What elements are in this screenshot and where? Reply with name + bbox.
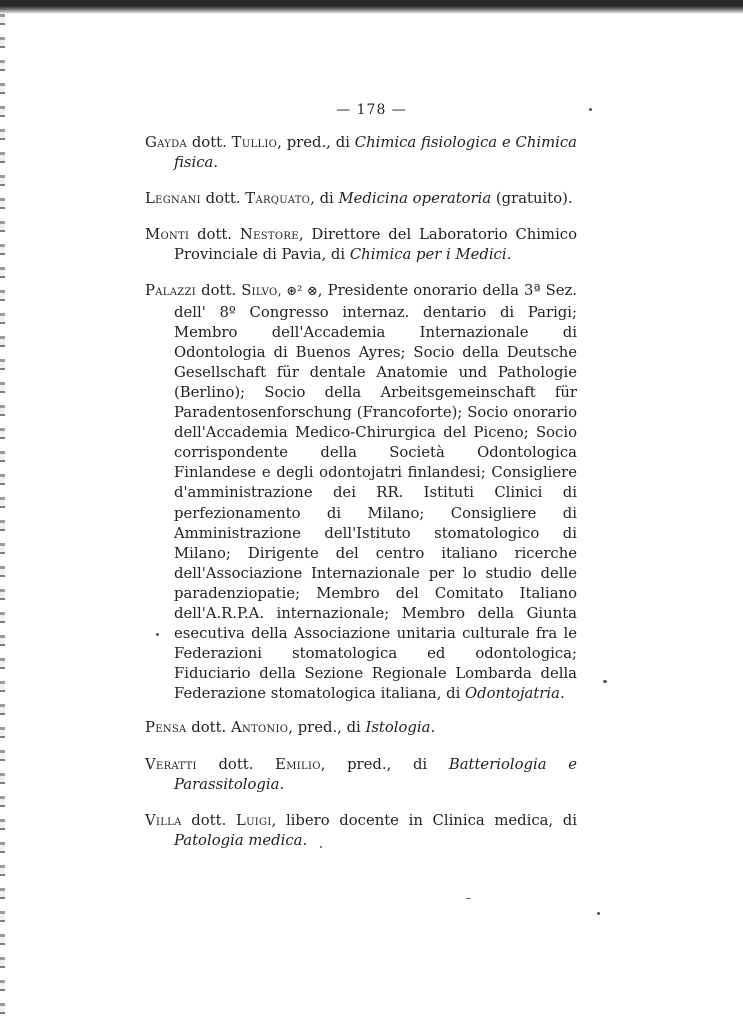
entry-surname: Legnani xyxy=(145,190,201,208)
scan-left-edge xyxy=(0,14,5,1024)
page-number: — 178 — xyxy=(336,102,407,118)
entry-given-name: Tarquato xyxy=(245,190,311,208)
entry-villa xyxy=(145,811,577,851)
entry-surname: Pensa xyxy=(145,719,187,737)
entry-title: dott. xyxy=(200,190,246,208)
entry-subject: Istologia xyxy=(365,719,431,737)
entry-end: (gratuito). xyxy=(491,190,573,208)
entry-given-name: Nestore xyxy=(239,226,299,244)
entry-given-name: Luigi xyxy=(235,811,272,829)
entry-title: dott. xyxy=(189,226,240,244)
entry-monti xyxy=(145,225,577,265)
entry-surname: Palazzi xyxy=(145,282,196,300)
entry-surname: Gayda xyxy=(145,134,187,151)
entry-surname: Monti xyxy=(145,226,190,244)
entry-end: . xyxy=(213,154,219,172)
entry-description: , pred., di xyxy=(320,755,449,773)
entry-title: dott. xyxy=(186,719,231,737)
entry-description: , Presidente onorario della 3ª Sez. dell' 8º Congresso internaz. dentario di Parigi; Membro dell'Accademia Internazionale di Odontologia di Buenos Ayres; Socio della Deutsche Gesellschaft für dentale Anatomie und Pathologie (Berlino); Socio della Arbeitsgemeinschaft für Paradentosenforschung (Francoforte); Socio onorario dell'Accademia Medico-Chirurgica del Piceno; Socio corrispondente della Società Odontologica Finlandese e degli odontojatri finlandesi; Consigliere d'amministrazione dei RR. Istituti Clinici di perfezionamento di Milano; Consigliere di Amministrazione dell'Istituto stomatologico di Milano; Dirigente del centro italiano ricerche dell'Associazione Internazionale per lo studio delle paradenziopatie; Membro del Comitato Italiano dell'A.R.P.A. internazionale; Membro della Giunta esecutiva della Associazione unitaria culturale fra le Federazioni stomatologica ed odontologica; Fiduciario della Sezione Regionale Lombarda della Federazione stomatologica italiana, di xyxy=(174,282,577,703)
entry-title: dott. xyxy=(186,134,232,151)
scan-speck xyxy=(156,633,159,636)
scan-speck xyxy=(466,898,471,899)
entry-end: . xyxy=(302,831,308,849)
entry-title: dott. xyxy=(196,282,242,300)
scan-top-border xyxy=(0,0,743,14)
entry-end: . xyxy=(279,775,285,793)
entry-end: . xyxy=(430,719,436,737)
entry-legnani xyxy=(145,189,577,209)
entry-subject: Medicina operatoria xyxy=(338,190,492,208)
entry-description: , Direttore del Laboratorio Chimico Provinciale di Pavia, di xyxy=(174,226,577,264)
entry-given-name: Tullio xyxy=(231,134,278,151)
scan-speck xyxy=(589,108,592,111)
entry-subject: Patologia medica xyxy=(174,831,303,849)
entry-pensa xyxy=(145,718,577,738)
entry-title: dott. xyxy=(181,811,236,829)
entry-description: , di xyxy=(310,190,339,208)
faculty-list xyxy=(145,133,577,867)
entry-end: . xyxy=(506,246,512,264)
entry-subject: Batteriologia e Parassitologia xyxy=(174,755,578,793)
entry-title: dott. xyxy=(196,755,276,773)
entry-description: , pred., di xyxy=(288,719,366,737)
entry-end: . xyxy=(559,685,565,703)
scan-speck xyxy=(597,912,600,915)
entry-description: , libero docente in Clinica medica, di xyxy=(271,811,577,829)
honor-symbols: , ⊛² ⊗ xyxy=(277,284,318,300)
entry-subject: Odontojatria xyxy=(465,685,560,703)
entry-description: , pred., di xyxy=(277,134,355,151)
scan-speck xyxy=(320,846,322,848)
entry-given-name: Antonio xyxy=(230,719,289,737)
entry-subject: Chimica per i Medici xyxy=(349,246,507,264)
entry-veratti xyxy=(145,755,577,795)
scan-speck xyxy=(603,680,607,683)
entry-given-name: Silvo xyxy=(241,282,278,300)
entry-palazzi xyxy=(145,281,577,704)
entry-given-name: Emilio xyxy=(275,755,321,773)
entry-gayda xyxy=(145,133,577,173)
entry-surname: Veratti xyxy=(145,755,197,773)
entry-subject: Chimica fisiologica e Chimica fisica xyxy=(174,134,577,172)
entry-surname: Villa xyxy=(145,811,182,829)
